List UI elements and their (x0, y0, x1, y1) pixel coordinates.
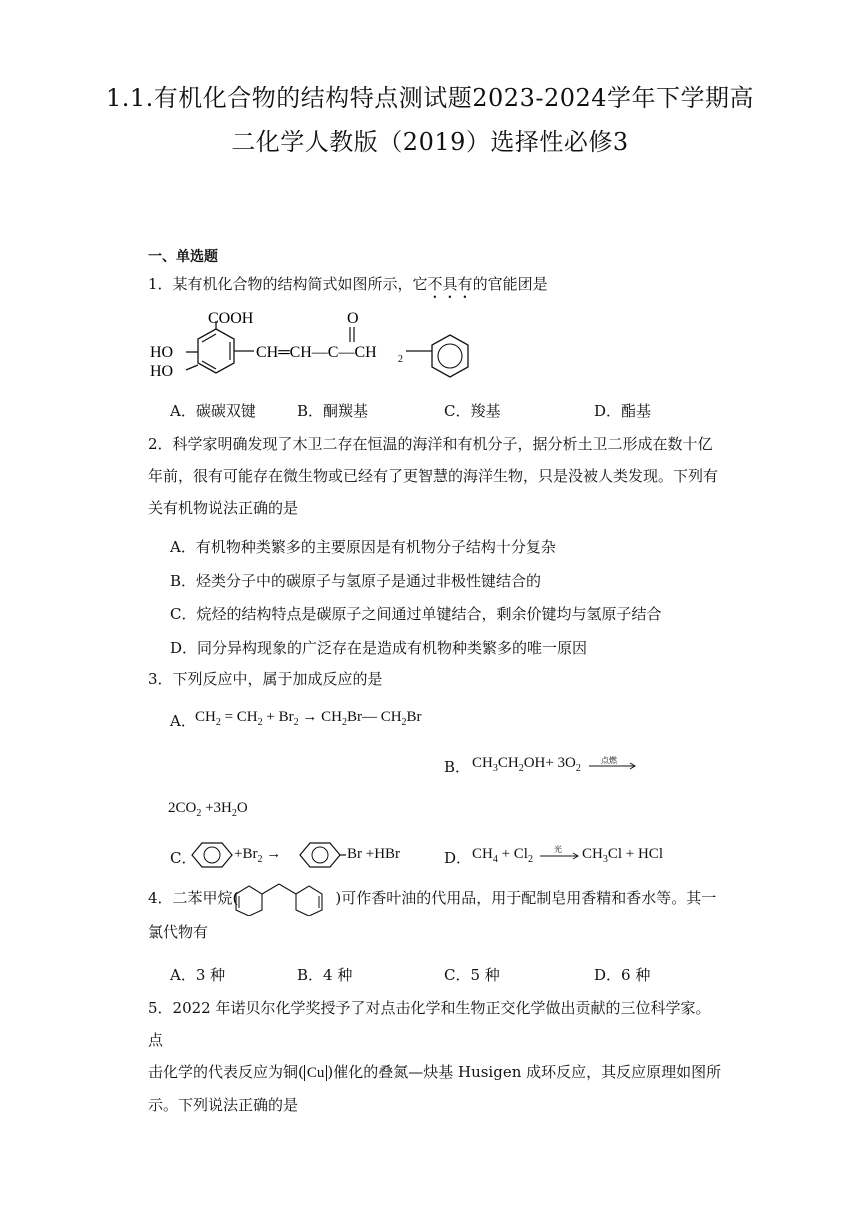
q1-option-c: C．羧基 (444, 402, 501, 420)
diphenylmethane-structure (231, 880, 331, 916)
q1-option-d: D．酯基 (594, 402, 652, 420)
question-4-stem: 4．二苯甲烷( )可作香叶油的代用品，用于配制皂用香精和香水等。其一 (148, 889, 717, 907)
q3-option-a-label: A． (170, 712, 196, 730)
bromobenzene-ring-icon (298, 840, 346, 870)
question-5-stem: 5．2022 年诺贝尔化学奖授予了对点击化学和生物正交化学做出贡献的三位科学家。点 击化学的代表反应为铜( Cu )催化的叠氮—炔基 Husigen 成环反应，其反应原理如图所 示。下列说法正确的是 (148, 999, 722, 1114)
ho-label-1: HO (150, 344, 174, 361)
question-4-stem-line2: 氯代物有 (148, 923, 209, 941)
q3-option-b-label: B． (444, 758, 471, 776)
q3-d-arrow (538, 845, 582, 861)
q1-option-b: B．酮羰基 (297, 402, 369, 420)
q2-option-d: D．同分异构现象的广泛存在是造成有机物种类繁多的唯一原因 (170, 639, 588, 657)
q3-d-condition: 光 (554, 845, 562, 854)
q2-option-c: C．烷烃的结构特点是碳原子之间通过单键结合，剩余价键均与氢原子结合 (170, 605, 662, 623)
q3-b-condition: 点燃 (601, 756, 617, 765)
q3-option-d-label: D． (444, 849, 472, 867)
emphasis-text: 不具有 (427, 275, 473, 293)
q2-option-a: A．有机物种类繁多的主要原因是有机物分子结构十分复杂 (170, 538, 556, 556)
q3-b-arrow (587, 756, 639, 772)
q3-c-products: Br +HBr (347, 846, 401, 862)
q3-option-c-label: C． (170, 849, 197, 867)
q3-option-b-equation: $CH_3CH_2OH+ 3O_2$ (472, 755, 581, 774)
carbonyl-o-label: O (347, 310, 359, 327)
question-1-stem: 1．某有机化合物的结构简式如图所示，它不具有的官能团是 (148, 275, 548, 293)
benzene-icon (190, 840, 234, 870)
doc-title-line1: 1.1.有机化合物的结构特点测试题2023-2024学年下学期高 (105, 84, 755, 112)
cu-bracket: Cu (304, 1065, 328, 1081)
q2-option-b: B．烃类分子中的碳原子与氢原子是通过非极性键结合的 (170, 572, 542, 590)
q1-structure-diagram (148, 305, 483, 387)
doc-title-line2: 二化学人教版（2019）选择性必修3 (231, 128, 629, 156)
q1-option-a: A．碳碳双键 (170, 402, 256, 420)
q4-option-b: B．4 种 (297, 966, 353, 984)
q4-option-a: A．3 种 (170, 966, 226, 984)
q3-option-a-equation: $CH_2 = CH_2 + Br_2$ → $CH_2Br—$ $CH_2Br$ (195, 709, 422, 728)
q4-option-c: C．5 种 (444, 966, 500, 984)
chain-label: CH═CH—C—CH (256, 344, 377, 361)
q4-option-d: D．6 种 (594, 966, 651, 984)
q3-option-d-reactants: $CH_4 + Cl_2$ (472, 846, 533, 865)
q3-b-equation-products: $2CO_2 +3H_2O$ (168, 800, 248, 819)
cooh-label: COOH (208, 310, 254, 327)
question-3-stem: 3．下列反应中，属于加成反应的是 (148, 670, 383, 688)
section-heading: 一、单选题 (148, 249, 218, 265)
q3-c-br2: $+Br_2$ → (234, 846, 282, 865)
ch2-subscript: 2 (398, 354, 403, 365)
question-2-stem: 2．科学家明确发现了木卫二存在恒温的海洋和有机分子，据分析土卫二形成在数十亿 年前，很有可能存在微生物或已经有了更智慧的海洋生物，只是没被人类发现。下列有 关有机物说法正确的是 (148, 435, 719, 517)
ho-label-2: HO (150, 363, 174, 380)
q3-option-d-products: $CH_3Cl$ + HCl (582, 846, 663, 865)
